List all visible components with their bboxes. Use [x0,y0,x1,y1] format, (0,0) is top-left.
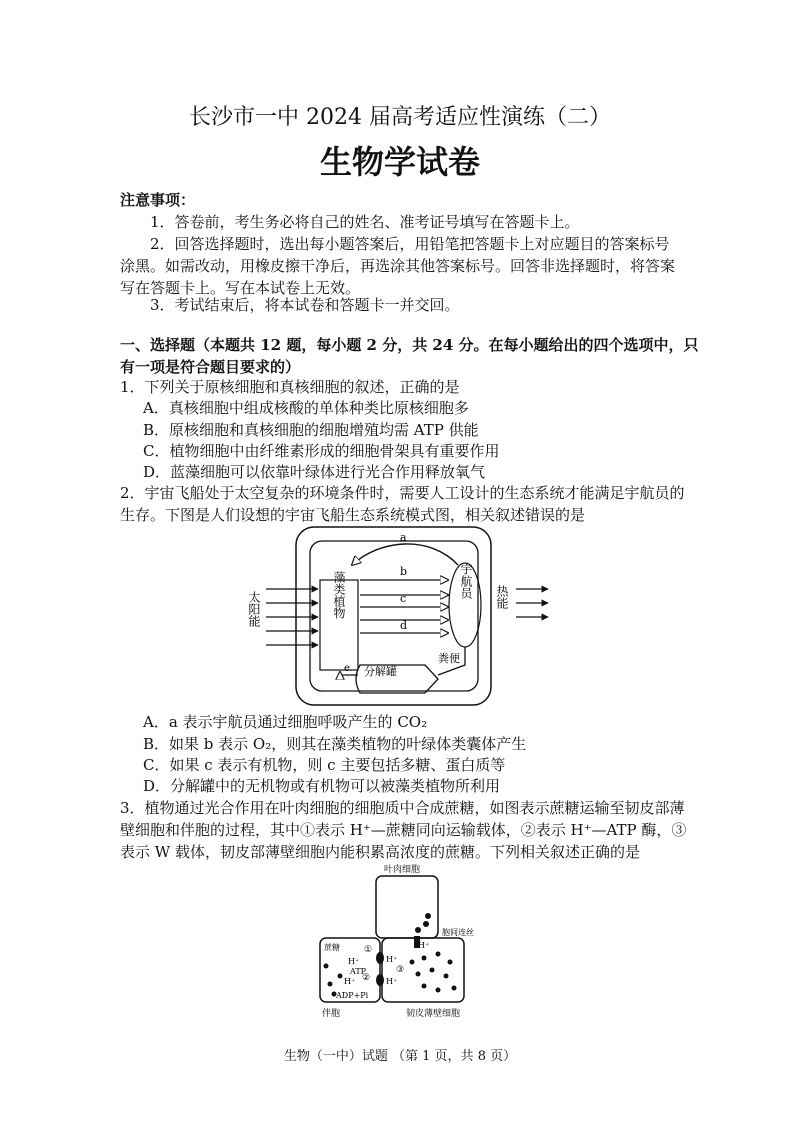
astronaut-label: 宇航员 [459,563,473,599]
h-plus: H⁺ [418,941,430,950]
page-footer: 生物（一中）试题 （第 1 页，共 8 页） [283,1049,517,1064]
note-item: 3．考试结束后，将本试卷和答题卡一并交回。 [150,296,460,314]
h-plus: H⁺ [386,977,398,986]
h-plus: H⁺ [344,977,356,986]
sucrose-transport-diagram [300,862,520,1030]
h-plus: H⁺ [348,957,360,966]
atp-label: ATP [350,967,367,976]
note-item: 1．答卷前，考生务必将自己的姓名、准考证号填写在答题卡上。 [150,213,580,231]
sun-label: 太阳能 [247,591,261,627]
note-item: 2．回答选择题时，选出每小题答案后，用铅笔把答题卡上对应题目的答案标号涂黑。如需改动，用橡皮擦干净后，再选涂其他答案标号。回答非选择题时，将答案写在答题卡上。写在本试卷上无效。 [120,235,676,297]
arrow-a [352,544,458,565]
adp-pi-label: ADP+Pi [336,991,369,1000]
plasmodesmata-label: 胞间连丝 [442,928,474,937]
arrow-a-label: a [400,531,407,544]
arrow-c-label: c [400,592,407,605]
question-1-option-c: C．植物细胞中由纤维素形成的细胞骨架具有重要作用 [143,442,500,460]
question-1-option-a: A．真核细胞中组成核酸的单体种类比原核细胞多 [143,399,469,417]
arrow-b-label: b [400,565,408,578]
question-2-option-d: D．分解罐中的无机物或有机物可以被藻类植物所利用 [143,777,501,795]
carrier-2: ② [362,973,371,983]
tank-label: 分解罐 [364,665,397,678]
companion-label: 伴胞 [322,1009,341,1019]
section-heading: 一、选择题（本题共 12 题，每小题 2 分，共 24 分。在每小题给出的四个选项中，只有一项是符合题目要求的） [120,336,699,376]
mesophyll-label: 叶肉细胞 [384,865,421,875]
h-plus: H⁺ [386,955,398,964]
notes-label: 注意事项： [120,191,196,209]
feces-label: 粪便 [438,652,460,665]
question-2-option-b: B．如果 b 表示 O₂，则其在藻类植物的叶绿体类囊体产生 [143,735,527,753]
question-1-option-d: D．蓝藻细胞可以依靠叶绿体进行光合作用释放氧气 [143,463,486,481]
plant-label: 藻类植物 [332,571,346,619]
question-2-option-c: C．如果 c 表示有机物，则 c 主要包括多糖、蛋白质等 [143,756,506,774]
spacecraft-outer-frame [296,527,491,705]
question-1-stem: 1．下列关于原核细胞和真核细胞的叙述，正确的是 [120,378,460,396]
mesophyll-cell [376,876,438,938]
question-2-stem: 2．宇宙飞船处于太空复杂的环境条件时，需要人工设计的生态系统才能满足宇航员的生存。下图是人们设想的宇宙飞船生态系统模式图，相关叙述错误的是 [120,484,685,524]
carrier-3: ③ [396,965,405,975]
question-3-stem: 3．植物通过光合作用在叶肉细胞的细胞质中合成蔗糖，如图表示蔗糖运输至韧皮部薄壁细胞和伴胞的过程，其中①表示 H⁺—蔗糖同向运输载体，②表示 H⁺—ATP 酶，③表示 W 载体，韧皮部薄壁细胞内能积累高浓度的蔗糖。下列相关叙述正确的是 [120,799,687,861]
arrow-d-label: d [400,619,408,632]
heat-label: 热能 [495,585,509,609]
arrow-e-label: e [344,663,350,674]
carrier-1: ① [364,945,373,955]
sucrose-label: 蔗糖 [324,943,340,952]
parenchyma-label: 韧皮薄壁细胞 [406,1009,461,1019]
page-title: 生物学试卷 [319,143,480,181]
exam-title: 长沙市一中 2024 届高考适应性演练（二） [189,105,611,130]
spacecraft-ecosystem-diagram [240,525,560,715]
question-1-option-b: B．原核细胞和真核细胞的细胞增殖均需 ATP 供能 [143,421,479,439]
question-2-option-a: A．a 表示宇航员通过细胞呼吸产生的 CO₂ [143,713,428,731]
